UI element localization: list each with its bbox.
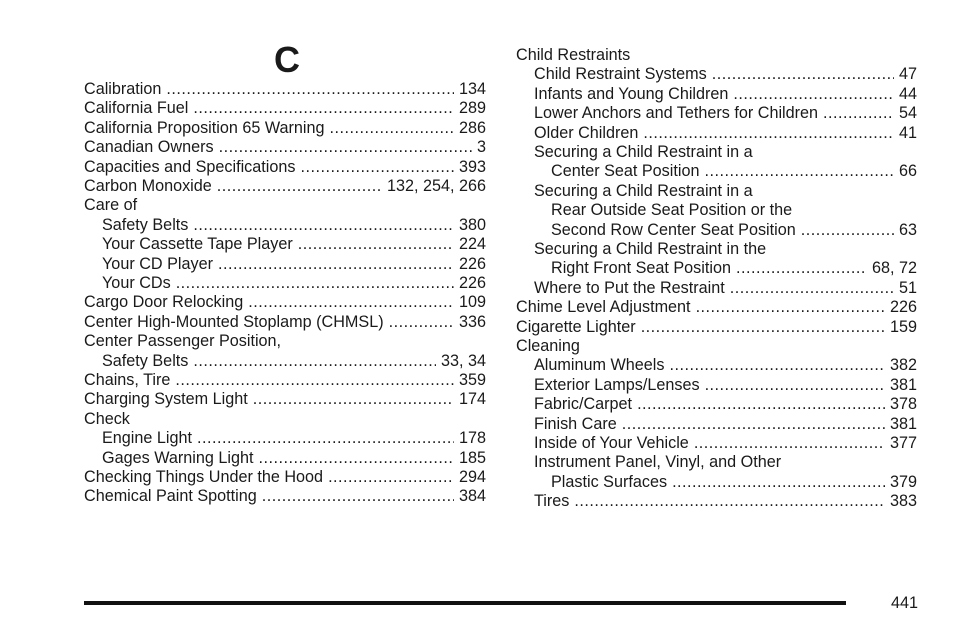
index-entry-page: 393 — [458, 157, 486, 176]
index-entry-page: 178 — [458, 429, 486, 448]
index-entry-label: Capacities and Specifications — [84, 157, 296, 176]
index-entry — [84, 293, 486, 312]
dot-leader — [219, 138, 472, 157]
index-entry-label: Carbon Monoxide — [84, 177, 212, 195]
index-entry — [84, 410, 486, 429]
index-entry — [516, 104, 917, 123]
index-entry — [84, 371, 486, 390]
index-entry-page: 382 — [889, 356, 917, 375]
index-entry — [84, 313, 486, 332]
index-entry-label: California Proposition 65 Warning — [84, 118, 325, 137]
dot-leader — [389, 313, 454, 332]
index-entry-label: Engine Light — [102, 429, 193, 448]
index-entry-label: Instrument Panel, Vinyl, and Other — [534, 453, 782, 472]
dot-leader — [736, 259, 867, 278]
index-entry-page: 44 — [898, 84, 917, 103]
index-entry-page: 51 — [898, 278, 917, 297]
dot-leader — [733, 85, 894, 104]
index-entry — [516, 318, 917, 337]
index-entry — [516, 124, 917, 143]
index-entry — [516, 337, 917, 356]
index-entry — [516, 415, 917, 434]
dot-leader — [175, 371, 454, 390]
index-entry — [516, 182, 917, 201]
dot-leader — [696, 298, 885, 317]
dot-leader — [643, 124, 894, 143]
index-entry-label: Center High-Mounted Stoplamp (CHMSL) — [84, 312, 384, 331]
index-entry-page: 68, 72 — [871, 259, 917, 278]
index-entry-page: 54 — [898, 104, 917, 123]
section-letter: C — [274, 39, 300, 80]
index-entry — [84, 235, 486, 254]
index-entry-label: Where to Put the Restraint — [534, 278, 725, 297]
index-entry — [84, 352, 486, 371]
index-entry-label: Second Row Center Seat Position — [551, 220, 796, 239]
dot-leader — [641, 318, 885, 337]
dot-leader — [218, 255, 454, 274]
dot-leader — [298, 235, 454, 254]
index-entry — [516, 85, 917, 104]
index-entry-label: Tires — [534, 492, 570, 511]
index-entry-page: 47 — [898, 65, 917, 84]
index-entry-label: Cargo Door Relocking — [84, 293, 244, 312]
index-entry — [516, 434, 917, 453]
index-entry-label: Infants and Young Children — [534, 84, 729, 103]
dot-leader — [704, 162, 894, 181]
dot-leader — [193, 352, 436, 371]
index-entry — [516, 240, 917, 259]
index-entry — [84, 99, 486, 118]
dot-leader — [622, 415, 885, 434]
index-entry — [84, 332, 486, 351]
index-entry-label: Child Restraint Systems — [534, 65, 707, 84]
index-entry-label: Cigarette Lighter — [516, 317, 636, 336]
index-entry-page: 174 — [458, 390, 486, 409]
index-entry-page: 132, 254, 266 — [386, 177, 486, 195]
dot-leader — [574, 492, 885, 511]
index-entry-label: Rear Outside Seat Position or the — [551, 201, 793, 220]
index-entry — [516, 473, 917, 492]
dot-leader — [248, 293, 454, 312]
index-entry-page: 289 — [458, 99, 486, 118]
index-entry-page: 224 — [458, 235, 486, 254]
dot-leader — [217, 177, 382, 196]
dot-leader — [258, 449, 454, 468]
index-entry-page: 33, 34 — [440, 351, 486, 370]
index-entry-page: 377 — [889, 434, 917, 452]
index-entry-label: Plastic Surfaces — [551, 472, 668, 491]
index-entry-label: Securing a Child Restraint in a — [534, 181, 753, 200]
index-entry-label: Chemical Paint Spotting — [84, 487, 257, 506]
index-entry — [84, 449, 486, 468]
index-entry-label: Securing a Child Restraint in the — [534, 240, 767, 258]
dot-leader — [193, 216, 454, 235]
dot-leader — [801, 221, 894, 240]
dot-leader — [300, 158, 454, 177]
index-entry-label: Lower Anchors and Tethers for Children — [534, 104, 819, 123]
index-entry — [84, 468, 486, 487]
dot-leader — [193, 99, 454, 118]
index-entry-label: Your Cassette Tape Player — [102, 235, 293, 254]
index-entry-page: 381 — [889, 375, 917, 394]
dot-leader — [730, 279, 894, 298]
index-entry-label: Child Restraints — [516, 46, 631, 64]
dot-leader — [694, 434, 885, 453]
index-entry-page: 294 — [458, 468, 486, 486]
index-entry-label: Canadian Owners — [84, 138, 214, 157]
index-entry-label: Fabric/Carpet — [534, 395, 633, 414]
index-entry — [84, 177, 486, 196]
index-entry-label: Exterior Lamps/Lenses — [534, 375, 700, 394]
index-entry-page: 381 — [889, 414, 917, 433]
index-entry-label: Safety Belts — [102, 351, 189, 370]
index-entry-label: Center Seat Position — [551, 162, 700, 181]
index-entry-label: California Fuel — [84, 99, 189, 118]
index-entry-page: 63 — [898, 220, 917, 239]
index-entry-label: Gages Warning Light — [102, 448, 254, 467]
index-entry-page: 185 — [458, 448, 486, 467]
index-entry-page: 226 — [458, 274, 486, 292]
index-entry — [516, 162, 917, 181]
dot-leader — [637, 395, 885, 414]
index-entry-page: 384 — [458, 487, 486, 506]
page-number: 441 — [890, 594, 918, 612]
index-entry — [84, 138, 486, 157]
dot-leader — [328, 468, 454, 487]
index-entry-label: Center Passenger Position, — [84, 332, 282, 351]
index-entry-page: 3 — [476, 138, 486, 157]
dot-leader — [669, 356, 885, 375]
index-entry — [516, 201, 917, 220]
index-entry-page: 226 — [889, 298, 917, 317]
index-entry-label: Your CDs — [102, 274, 171, 292]
index-entry-label: Care of — [84, 196, 138, 215]
index-entry — [84, 429, 486, 448]
index-entry-page: 109 — [458, 293, 486, 312]
index-entry-page: 286 — [458, 118, 486, 137]
index-entry-page: 226 — [458, 254, 486, 273]
dot-leader — [253, 390, 454, 409]
index-entry-label: Aluminum Wheels — [534, 356, 665, 375]
index-entry-label: Checking Things Under the Hood — [84, 468, 324, 486]
index-entry-label: Safety Belts — [102, 215, 189, 234]
index-entry — [84, 158, 486, 177]
dot-leader — [262, 487, 454, 506]
dot-leader — [166, 80, 454, 99]
index-entry-label: Chains, Tire — [84, 371, 171, 389]
index-entry-label: Securing a Child Restraint in a — [534, 143, 753, 161]
index-entry — [516, 143, 917, 162]
dot-leader — [197, 429, 454, 448]
index-entry — [516, 376, 917, 395]
index-entry — [516, 259, 917, 278]
footer-rule — [84, 601, 846, 605]
dot-leader — [705, 376, 885, 395]
dot-leader — [672, 473, 885, 492]
index-entry-page: 336 — [458, 312, 486, 331]
index-entry-page: 159 — [889, 317, 917, 336]
index-entry-label: Finish Care — [534, 414, 617, 433]
index-entry-page: 378 — [889, 395, 917, 414]
index-entry — [516, 395, 917, 414]
index-entry-page: 41 — [898, 123, 917, 142]
index-entry-page: 379 — [889, 472, 917, 491]
dot-leader — [330, 119, 454, 138]
index-entry-page: 383 — [889, 492, 917, 511]
index-entry — [84, 119, 486, 138]
index-entry-label: Charging System Light — [84, 390, 248, 409]
index-entry — [84, 80, 486, 99]
index-entry-label: Cleaning — [516, 337, 580, 355]
index-entry — [84, 196, 486, 215]
index-entry — [516, 356, 917, 375]
index-entry-page: 380 — [458, 215, 486, 234]
dot-leader — [176, 274, 454, 293]
index-entry — [84, 487, 486, 506]
index-entry — [516, 279, 917, 298]
index-entry-label: Check — [84, 409, 130, 428]
index-entry — [516, 453, 917, 472]
index-entry-label: Right Front Seat Position — [551, 259, 731, 278]
index-entry — [516, 46, 917, 65]
index-entry-label: Your CD Player — [102, 254, 213, 273]
index-entry — [516, 298, 917, 317]
index-entry-label: Chime Level Adjustment — [516, 298, 691, 317]
index-entry-page: 134 — [458, 80, 486, 98]
index-entry — [84, 216, 486, 235]
index-entry — [516, 492, 917, 511]
index-entry-label: Older Children — [534, 123, 639, 142]
dot-leader — [712, 65, 894, 84]
dot-leader — [823, 104, 894, 123]
index-entry-label: Calibration — [84, 80, 162, 98]
index-entry-label: Inside of Your Vehicle — [534, 434, 689, 452]
index-entry-page: 66 — [898, 162, 917, 181]
index-entry — [516, 65, 917, 84]
index-entry-page: 359 — [458, 371, 486, 389]
index-entry — [84, 255, 486, 274]
index-entry — [84, 274, 486, 293]
index-entry — [84, 390, 486, 409]
index-entry — [516, 221, 917, 240]
